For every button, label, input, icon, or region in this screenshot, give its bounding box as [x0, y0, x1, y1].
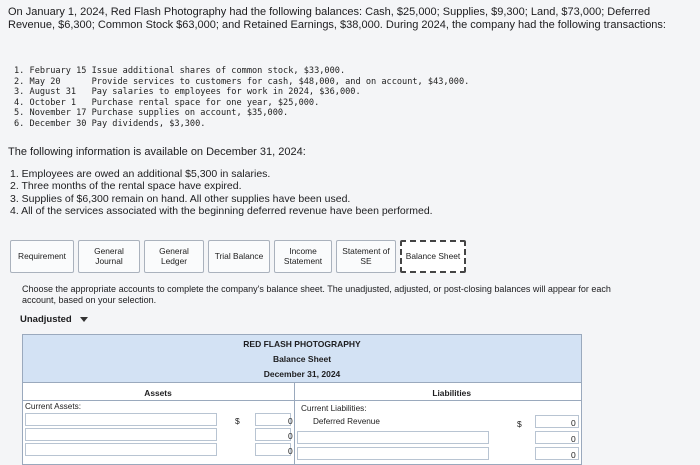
- asset-account-select[interactable]: [25, 413, 217, 426]
- tab-balance-sheet[interactable]: Balance Sheet: [400, 240, 466, 273]
- liability-value: 0: [571, 418, 576, 428]
- balance-sheet-header: [23, 335, 581, 383]
- info-list: [10, 168, 433, 218]
- transaction-item: 2. May 20 Provide services to customers for cash, $48,000, and on account, $43,000.: [14, 76, 470, 87]
- tab-general-journal[interactable]: General Journal: [78, 240, 140, 273]
- assets-header: Assets: [144, 388, 172, 398]
- tab-trial-balance[interactable]: Trial Balance: [208, 240, 270, 273]
- liability-account-select[interactable]: [297, 431, 489, 444]
- info-item: 2. Three months of the rental space have expired.: [10, 180, 242, 193]
- asset-value: 0: [288, 416, 293, 426]
- company-name: RED FLASH PHOTOGRAPHY: [243, 339, 361, 349]
- asset-account-select[interactable]: [25, 443, 217, 456]
- row-divider: [23, 400, 581, 401]
- instructions: Choose the appropriate accounts to complete the company's balance sheet. The unadjusted, adjusted, or post-closing balances will appear for each account, based on your selection.: [22, 284, 611, 305]
- transaction-item: 1. February 15 Issue additional shares of common stock, $33,000.: [14, 66, 346, 76]
- info-item: 4. All of the services associated with the beginning deferred revenue have been performed.: [10, 205, 433, 218]
- deferred-revenue-label: Deferred Revenue: [313, 417, 380, 426]
- asset-amount-input[interactable]: [255, 413, 291, 426]
- info-item: 3. Supplies of $6,300 remain on hand. All other supplies have been used.: [10, 192, 351, 205]
- asset-amount-input[interactable]: [255, 443, 291, 456]
- transaction-item: 3. August 31 Pay salaries to employees for work in 2024, $36,000.: [14, 87, 361, 98]
- liability-value: 0: [571, 450, 576, 460]
- transaction-item: 4. October 1 Purchase rental space for one year, $25,000.: [14, 97, 320, 108]
- asset-dollar-sign: $: [235, 416, 240, 426]
- info-title: The following information is available on December 31, 2024:: [8, 146, 306, 158]
- chevron-down-icon: [80, 317, 88, 322]
- tab-income-statement[interactable]: Income Statement: [274, 240, 332, 273]
- asset-account-select[interactable]: [25, 428, 217, 441]
- tab-requirement[interactable]: Requirement: [10, 240, 74, 273]
- current-liabilities-label: Current Liabilities:: [301, 404, 367, 413]
- liability-dollar-sign: $: [517, 419, 522, 429]
- transaction-item: 5. November 17 Purchase supplies on account, $35,000.: [14, 108, 289, 119]
- balance-type-select[interactable]: [20, 314, 88, 325]
- statement-date: December 31, 2024: [263, 369, 341, 379]
- balance-sheet-table: [22, 334, 582, 465]
- liabilities-header: Liabilities: [432, 388, 471, 398]
- liability-account-select[interactable]: [297, 447, 489, 460]
- transactions-list: [14, 66, 469, 130]
- tab-bar: [10, 240, 466, 273]
- tab-general-ledger[interactable]: General Ledger: [144, 240, 204, 273]
- info-item: 1. Employees are owed an additional $5,300 in salaries.: [10, 168, 271, 180]
- transaction-item: 6. December 30 Pay dividends, $3,300.: [14, 118, 206, 129]
- statement-title: Balance Sheet: [272, 354, 332, 364]
- liability-value: 0: [571, 434, 576, 444]
- tab-statement-of-se[interactable]: Statement of SE: [336, 240, 396, 273]
- asset-value: 0: [288, 431, 293, 441]
- column-divider: [294, 383, 295, 465]
- balance-type-value: Unadjusted: [20, 314, 72, 325]
- problem-intro: On January 1, 2024, Red Flash Photography had the following balances: Cash, $25,000; Supplies, $9,300; Land, $73,000; Deferred Revenue, $6,300; Common Stock $63,000; and Retained Earnings, $38,000. During 2024, the company had the following transactions:: [8, 6, 666, 31]
- current-assets-label: Current Assets:: [25, 402, 81, 411]
- asset-value: 0: [288, 446, 293, 456]
- asset-amount-input[interactable]: [255, 428, 291, 441]
